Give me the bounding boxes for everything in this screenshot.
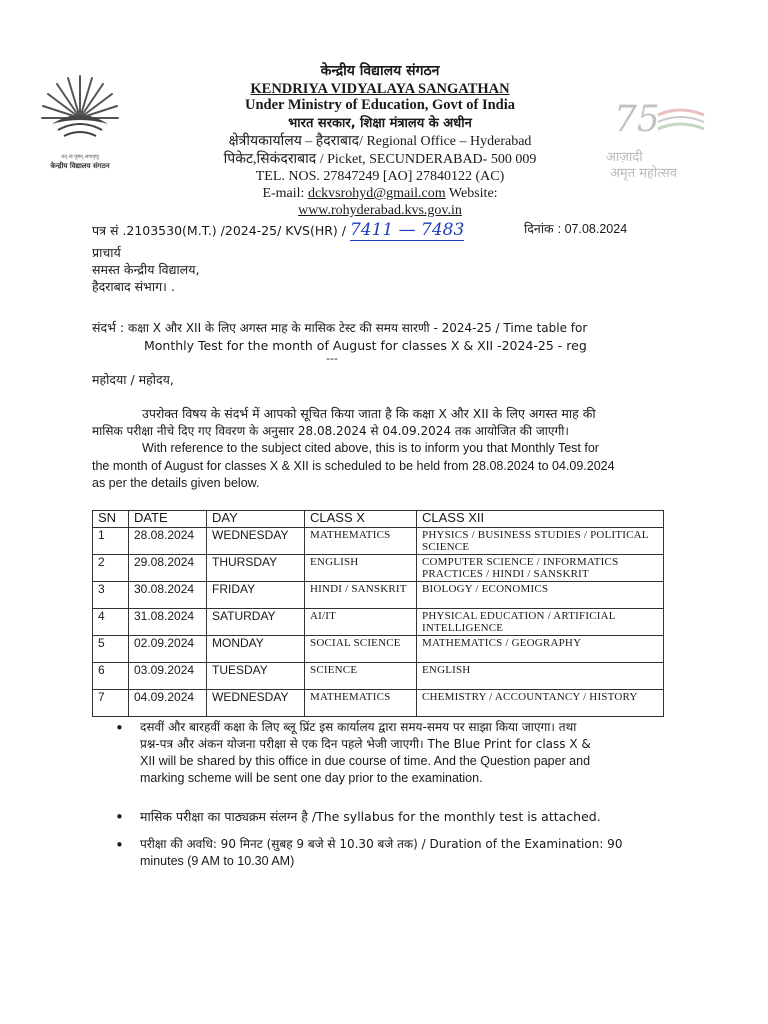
kvs-sun-emblem-icon [38, 68, 122, 150]
reference-line [92, 220, 464, 240]
salutation: महोदया / महोदय, [92, 372, 174, 387]
cell-sn: 5 [93, 636, 129, 663]
email-link[interactable]: dckvsrohyd@gmail.com [307, 186, 446, 201]
cell-class-x: MATHEMATICS [305, 528, 417, 555]
azadi-75-icon [600, 95, 710, 143]
cell-day: THURSDAY [207, 555, 305, 582]
col-header-day: DAY [207, 511, 305, 528]
cell-class-xii: ENGLISH [417, 663, 664, 690]
subject-line-1 [92, 319, 692, 337]
table-row [93, 636, 664, 663]
subject-block [92, 319, 692, 355]
azadi-text-line1: आज़ादी [606, 150, 643, 165]
cell-class-xii: BIOLOGY / ECONOMICS [417, 582, 664, 609]
azadi-text-line2: अमृत महोत्सव [610, 166, 678, 181]
reference-number: पत्र सं .2103530(M.T.) /2024-25/ KVS(HR) / [92, 223, 346, 238]
website-label: Website: [445, 186, 498, 201]
cell-sn: 7 [93, 690, 129, 717]
bullet-1-line-1: दसवीं और बारहवीं कक्षा के लिए ब्लू प्रिंट इस कार्यालय द्वारा समय-समय पर साझा किया जाएगा। तथा [140, 720, 577, 734]
cell-date: 28.08.2024 [129, 528, 207, 555]
date-label: दिनांक [524, 221, 554, 236]
table-header-row [93, 511, 664, 528]
svg-text:75: 75 [614, 99, 660, 140]
telephone-line: TEL. NOS. 27847249 [AO] 27840122 (AC) [255, 169, 505, 184]
bullet-1-line-4: marking scheme will be sent one day prior to the examination. [140, 771, 483, 785]
cell-class-xii: MATHEMATICS / GEOGRAPHY [417, 636, 664, 663]
col-header-class-x: CLASS X [305, 511, 417, 528]
ministry-line-hindi: भारत सरकार, शिक्षा मंत्रालय के अधीन [288, 116, 472, 131]
timetable [92, 510, 664, 717]
cell-class-xii: PHYSICAL EDUCATION / ARTIFICIAL INTELLIGENCE [417, 609, 664, 636]
body-hindi-line-2: मासिक परीक्षा नीचे दिए गए विवरण के अनुसार 28.08.2024 से 04.09.2024 तक आयोजित की जाएगी। [92, 423, 569, 438]
bullet-1-line-3: XII will be shared by this office in due course of time. And the Question paper and [140, 754, 591, 768]
bullet-3-line-1: परीक्षा की अवधि: 90 मिनट (सुबह 9 बजे से 10.30 बजे तक) / Duration of the Examination: 90 [140, 837, 623, 851]
handwritten-dispatch-number: 7411 — 7483 [349, 220, 465, 240]
table-row [93, 555, 664, 582]
cell-sn: 6 [93, 663, 129, 690]
cell-sn: 2 [93, 555, 129, 582]
table-row [93, 528, 664, 555]
cell-class-x: SCIENCE [305, 663, 417, 690]
kvs-logo [38, 68, 122, 178]
subject-separator: --- [326, 352, 338, 365]
addressee-line-2: समस्त केन्द्रीय विद्यालय, [92, 262, 200, 277]
bullet-3-line-2: minutes (9 AM to 10.30 AM) [140, 854, 295, 868]
cell-date: 02.09.2024 [129, 636, 207, 663]
body-english-line-2: the month of August for classes X & XII is scheduled to be held from 28.08.2024 to 04.09.2024 [92, 458, 615, 473]
subject-line-2: Monthly Test for the month of August for classes X & XII -2024-25 - reg [144, 338, 587, 353]
cell-class-xii: COMPUTER SCIENCE / INFORMATICS PRACTICES / HINDI / SANSKRIT [417, 555, 664, 582]
cell-class-x: SOCIAL SCIENCE [305, 636, 417, 663]
ministry-line: Under Ministry of Education, Govt of India [244, 97, 516, 113]
cell-sn: 1 [93, 528, 129, 555]
col-header-sn: SN [93, 511, 129, 528]
cell-class-xii: PHYSICS / BUSINESS STUDIES / POLITICAL SCIENCE [417, 528, 664, 555]
org-name-hindi: केन्द्रीय विद्यालय संगठन [320, 63, 440, 79]
cell-sn: 4 [93, 609, 129, 636]
logo-motto: तत् त्वं पूषन् अपावृणु [61, 154, 99, 160]
addressee-line-1: प्राचार्य [92, 245, 121, 260]
cell-class-x: AI/IT [305, 609, 417, 636]
addressee-line-3: हैदराबाद संभाग। . [92, 279, 175, 294]
table-row [93, 609, 664, 636]
cell-date: 29.08.2024 [129, 555, 207, 582]
logo-caption: केन्द्रीय विद्यालय संगठन [50, 162, 110, 170]
bullet-3 [140, 836, 685, 870]
body-english-line-1: With reference to the subject cited above, this is to inform you that Monthly Test for [142, 441, 599, 455]
address-line: पिकेट,सिकंदराबाद / Picket, SECUNDERABAD- 500 009 [223, 152, 537, 167]
table-row [93, 690, 664, 717]
regional-office-line: क्षेत्रीयकार्यालय – हैदराबाद/ Regional Office – Hyderabad [228, 134, 532, 149]
col-header-class-xii: CLASS XII [417, 511, 664, 528]
cell-date: 04.09.2024 [129, 690, 207, 717]
body-english-line-3: as per the details given below. [92, 476, 260, 490]
azadi-amrit-mahotsav-logo [600, 95, 730, 185]
body-paragraph [92, 405, 692, 493]
cell-class-xii: CHEMISTRY / ACCOUNTANCY / HISTORY [417, 690, 664, 717]
date-line [524, 220, 627, 237]
cell-day: SATURDAY [207, 609, 305, 636]
cell-day: TUESDAY [207, 663, 305, 690]
bullet-dot-icon: • [115, 836, 124, 854]
bullet-1-line-2: प्रश्न-पत्र और अंकन योजना परीक्षा से एक दिन पहले भेजी जाएगी। The Blue Print for class X & [140, 737, 591, 751]
body-hindi-line-1: उपरोक्त विषय के संदर्भ में आपको सूचित किया जाता है कि कक्षा X और XII के लिए अगस्त माह की [142, 406, 596, 421]
cell-day: WEDNESDAY [207, 690, 305, 717]
table-row [93, 663, 664, 690]
cell-day: FRIDAY [207, 582, 305, 609]
bullet-1 [140, 719, 685, 787]
cell-class-x: MATHEMATICS [305, 690, 417, 717]
subject-text: कक्षा X और XII के लिए अगस्त माह के मासिक टेस्ट की समय सारणी - 2024-25 / Time table for [128, 321, 588, 335]
org-name-english: KENDRIYA VIDYALAYA SANGATHAN [250, 81, 510, 97]
subject-label: संदर्भ : [92, 320, 125, 335]
cell-date: 30.08.2024 [129, 582, 207, 609]
cell-day: WEDNESDAY [207, 528, 305, 555]
cell-class-x: HINDI / SANSKRIT [305, 582, 417, 609]
bullet-2: मासिक परीक्षा का पाठ्यक्रम संलग्न है /The syllabus for the monthly test is attached. [140, 809, 601, 824]
bullet-dot-icon: • [115, 719, 124, 737]
table-row [93, 582, 664, 609]
cell-day: MONDAY [207, 636, 305, 663]
cell-sn: 3 [93, 582, 129, 609]
col-header-date: DATE [129, 511, 207, 528]
cell-class-x: ENGLISH [305, 555, 417, 582]
cell-date: 03.09.2024 [129, 663, 207, 690]
cell-date: 31.08.2024 [129, 609, 207, 636]
bullet-dot-icon: • [115, 808, 124, 826]
website-link[interactable]: www.rohyderabad.kvs.gov.in [298, 203, 462, 218]
email-label: E-mail: [262, 186, 308, 201]
letter-date: : 07.08.2024 [557, 222, 628, 236]
